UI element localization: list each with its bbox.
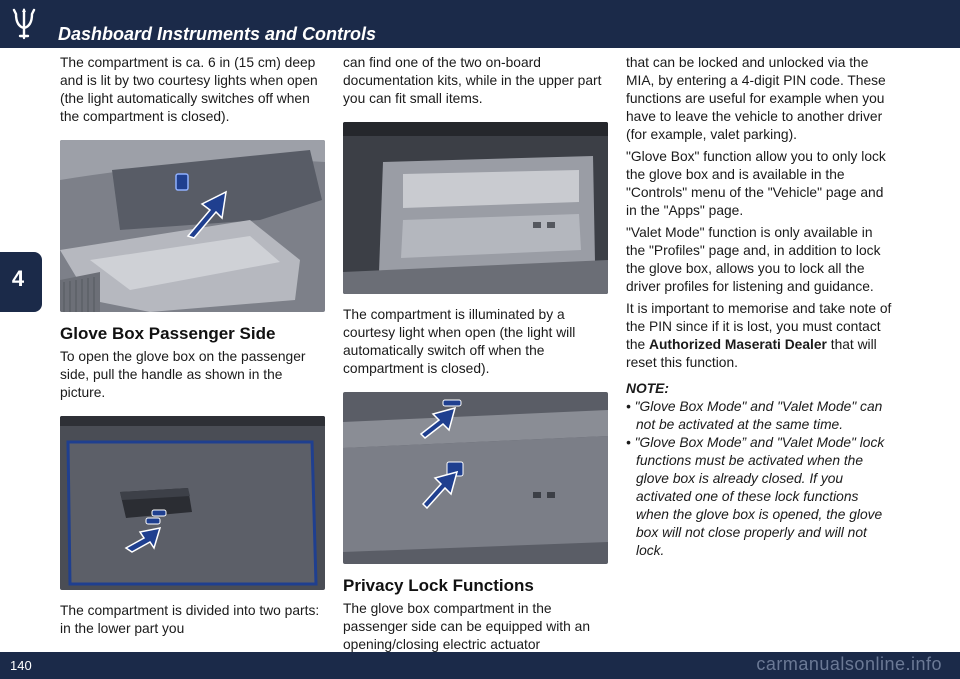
compartment-photo	[60, 140, 325, 312]
glove-box-handle-photo	[60, 416, 325, 590]
watermark: carmanualsonline.info	[756, 654, 942, 674]
compartment-open-photo	[343, 122, 608, 294]
glove-box-function-text: "Glove Box" function allow you to only lock the glove box and is available in the "Controls" menu of the "Vehicle" page and in the "Apps" page.	[626, 149, 886, 218]
actuator-text: The glove box compartment in the passenger side can be equipped with an opening/closing electric actuator	[343, 601, 590, 652]
documentation-text: can find one of the two on-board documentation kits, while in the upper part you can fit small items.	[343, 55, 602, 106]
memorise-pin-text: It is important to memorise and take note of the PIN since if it is lost, you must contact the Authorized Maserati Dealer that will reset this function.	[626, 301, 892, 370]
column-3	[626, 54, 894, 560]
trident-logo-icon	[6, 6, 42, 42]
privacy-lock-heading: Privacy Lock Functions	[343, 576, 534, 595]
pin-lock-text: that can be locked and unlocked via the MIA, by entering a 4-digit PIN code. These functions are useful for example when you have to leave the vehicle to another driver (for example, valet parking).	[626, 55, 886, 142]
note-label: NOTE:	[626, 381, 669, 396]
intro-paragraph: The compartment is ca. 6 in (15 cm) deep and is lit by two courtesy lights when open (the light automatically switches off when the compartment is closed).	[60, 55, 318, 124]
note-item-2: • "Glove Box Mode” and "Valet Mode" lock functions must be activated when the glove box is already closed. If you activated one of these lock functions when the glove box is opened, the glove box will not close properly and will not lock.	[626, 435, 885, 558]
page-number: 140	[10, 658, 32, 673]
column-2	[343, 54, 611, 654]
column-1	[60, 54, 328, 638]
privacy-lock-photo	[343, 392, 608, 564]
valet-mode-text: "Valet Mode" function is only available in the "Profiles" page and, in addition to lock the glove box, allows you to lock all the driver profiles for listening and guidance.	[626, 225, 881, 294]
section-title: Dashboard Instruments and Controls	[58, 24, 377, 44]
page-footer	[0, 652, 960, 679]
open-instructions: To open the glove box on the passenger side, pull the handle as shown in the picture.	[60, 349, 306, 400]
chapter-number: 4	[11, 266, 25, 291]
compartment-parts-text: The compartment is divided into two parts: in the lower part you	[60, 603, 320, 636]
note-item-1: • "Glove Box Mode" and "Valet Mode" can not be activated at the same time.	[626, 399, 883, 432]
page-header	[0, 0, 960, 48]
dealer-name: Authorized Maserati Dealer	[649, 337, 827, 352]
chapter-tab[interactable]	[0, 252, 42, 312]
illumination-text: The compartment is illuminated by a courtesy light when open (the light will automatically switch off when the compartment is closed).	[343, 307, 576, 376]
glove-box-heading: Glove Box Passenger Side	[60, 324, 276, 343]
